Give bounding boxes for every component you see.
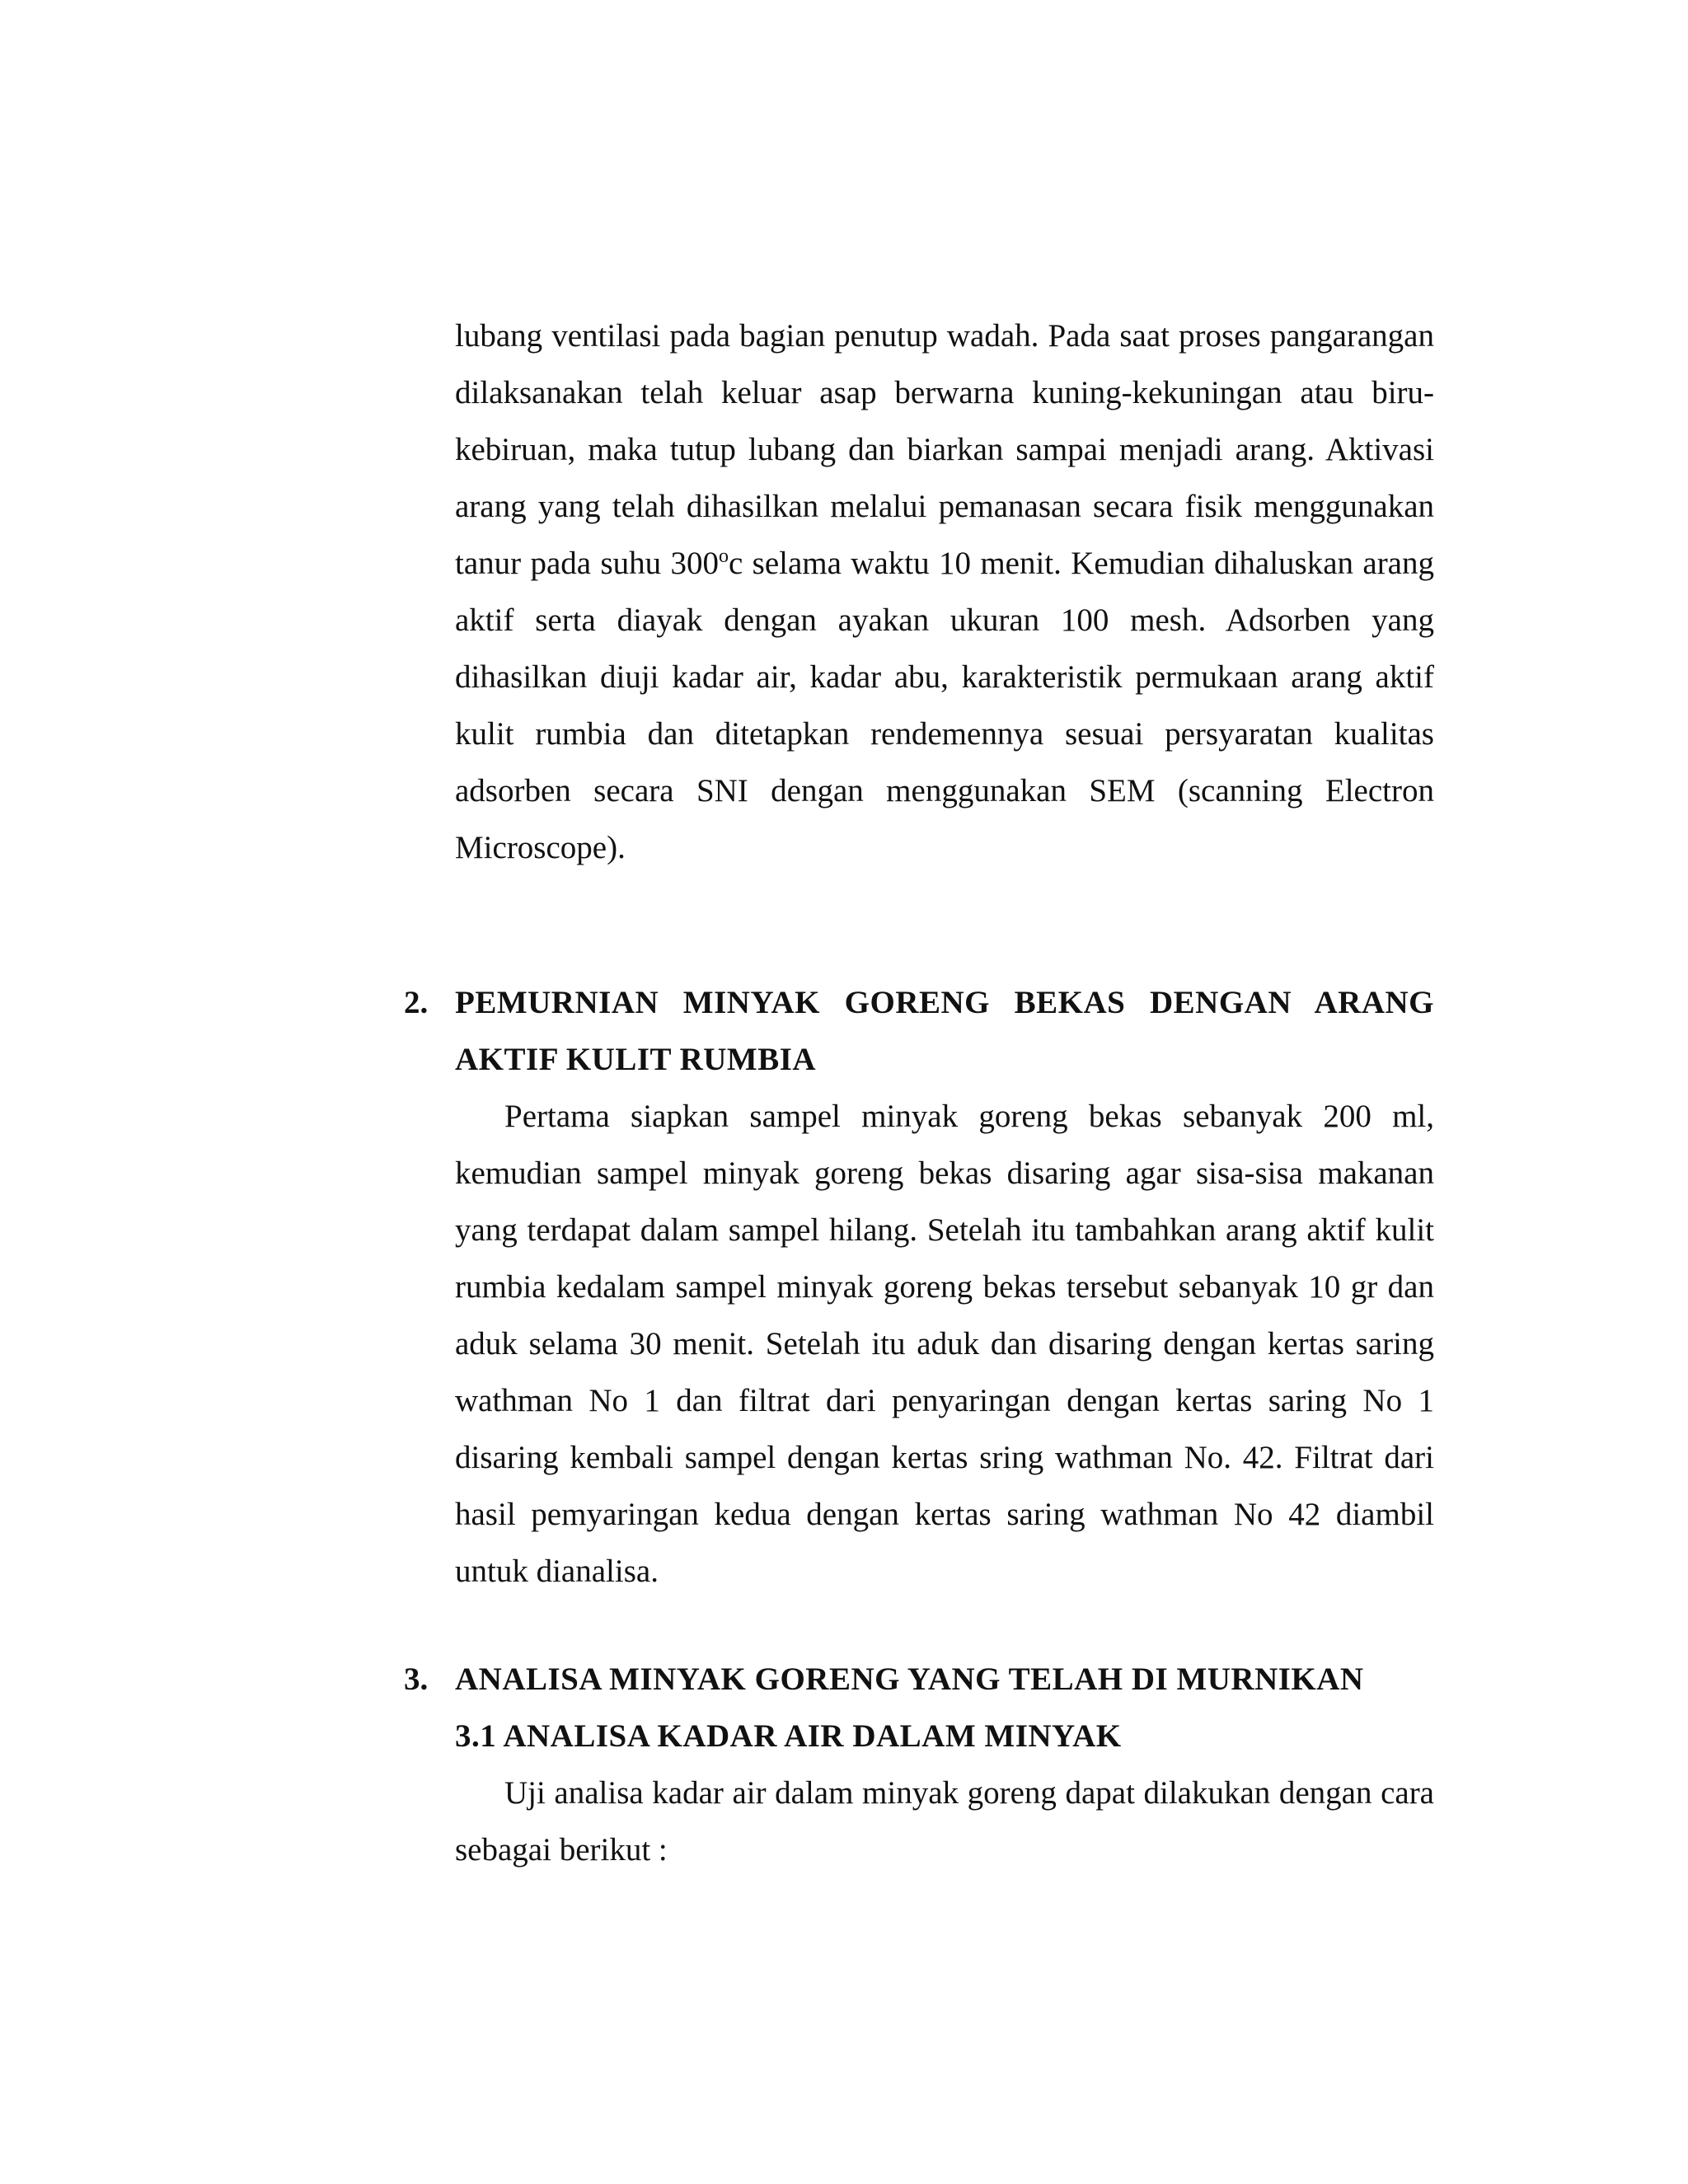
section-2-title-line-2: AKTIF KULIT RUMBIA xyxy=(455,1042,817,1077)
section-3-title: ANALISA MINYAK GORENG YANG TELAH DI MURNIKAN xyxy=(455,1661,1364,1697)
degree-superscript: o xyxy=(719,546,729,567)
section-3-number: 3. xyxy=(404,1661,429,1697)
section-3-body: Uji analisa kadar air dalam minyak goreng dapat dilakukan dengan cara sebagai berikut : xyxy=(455,1775,1434,1868)
subsection-3-1-title: 3.1 ANALISA KADAR AIR DALAM MINYAK xyxy=(455,1718,1122,1754)
section-2-number: 2. xyxy=(404,985,429,1020)
paragraph-text-part-1: lubang ventilasi pada bagian penutup wadah. Pada saat proses pangarangan dilaksanakan telah keluar asap berwarna kuning-kekuningan atau biru-kebiruan, maka tutup lubang dan biarkan sampai menjadi arang. Aktivasi arang yang telah dihasilkan melalui pemanasan secara fisik menggunakan tanur pada suhu 300 xyxy=(455,318,1434,581)
section-2-title-line-1: PEMURNIAN MINYAK GORENG BEKAS DENGAN ARANG xyxy=(455,985,1434,1020)
section-2-body: Pertama siapkan sampel minyak goreng bekas sebanyak 200 ml, kemudian sampel minyak goreng bekas disaring agar sisa-sisa makanan yang terdapat dalam sampel hilang. Setelah itu tambahkan arang aktif kulit rumbia kedalam sampel minyak goreng bekas tersebut sebanyak 10 gr dan aduk selama 30 menit. Setelah itu aduk dan disaring dengan kertas saring wathman No 1 dan filtrat dari penyaringan dengan kertas saring No 1 disaring kembali sampel dengan kertas sring wathman No. 42. Filtrat dari hasil pemyaringan kedua dengan kertas saring wathman No 42 diambil untuk dianalisa. xyxy=(455,1099,1434,1589)
paragraph-text-part-2: c selama waktu 10 menit. Kemudian dihaluskan arang aktif serta diayak dengan ayakan ukuran 100 mesh. Adsorben yang dihasilkan diuji kadar air, kadar abu, karakteristik permukaan arang aktif kulit rumbia dan ditetapkan rendemennya sesuai persyaratan kualitas adsorben secara SNI dengan menggunakan SEM (scanning Electron Microscope). xyxy=(455,546,1434,865)
paragraph-carbonization xyxy=(455,307,1434,876)
